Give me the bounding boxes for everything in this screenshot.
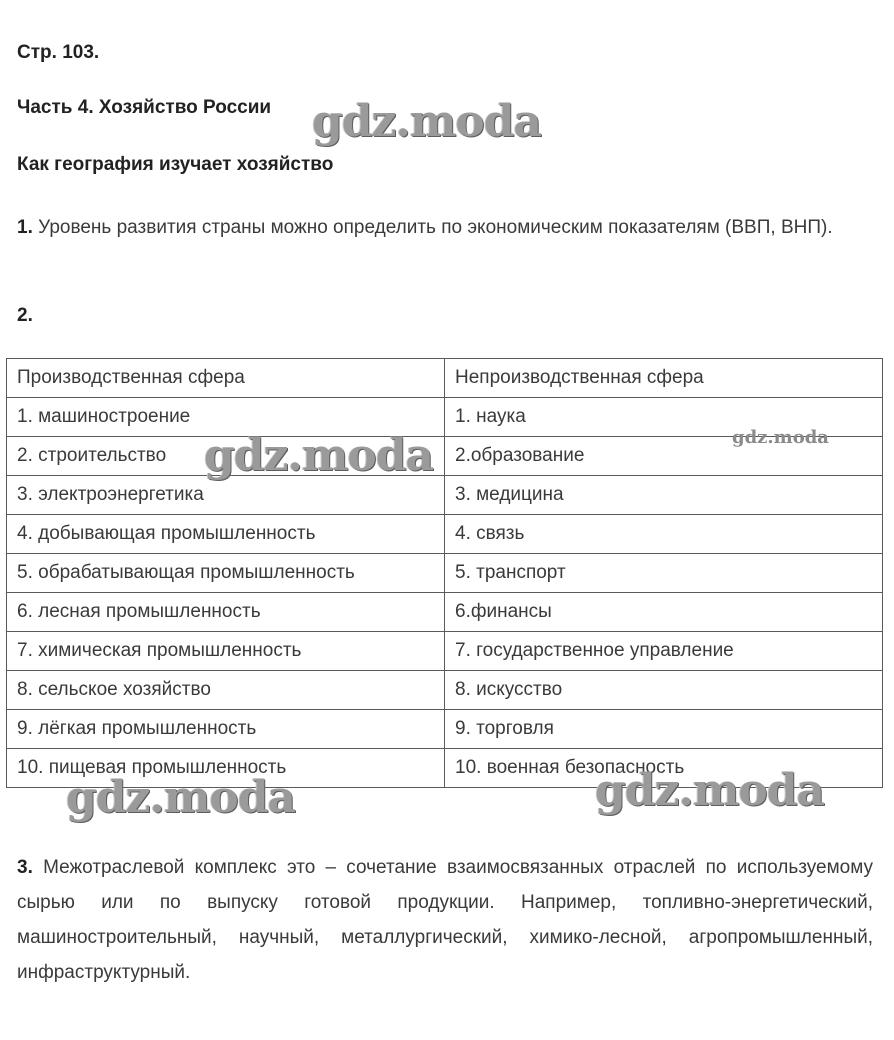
table-cell: 9. торговля xyxy=(445,710,883,749)
watermark-logo: gdz.moda xyxy=(312,96,542,147)
table-cell: 10. пищевая промышленность xyxy=(7,749,445,788)
table-row xyxy=(7,515,883,554)
page-reference: Стр. 103. xyxy=(17,42,100,63)
table-header-row xyxy=(7,359,883,398)
sectors-table xyxy=(6,358,883,788)
part-title: Часть 4. Хозяйство России xyxy=(17,97,272,118)
watermark-logo: gdz.moda xyxy=(732,427,829,448)
table-row xyxy=(7,476,883,515)
table-cell: 5. транспорт xyxy=(445,554,883,593)
table-cell: 9. лёгкая промышленность xyxy=(7,710,445,749)
answer-2 xyxy=(17,305,873,327)
answer-3-number: 3. xyxy=(17,857,33,878)
table-cell: 7. государственное управление xyxy=(445,632,883,671)
header-productive-sphere: Производственная сфера xyxy=(7,359,445,398)
table-row xyxy=(7,593,883,632)
table-row xyxy=(7,632,883,671)
table-row xyxy=(7,554,883,593)
watermark-logo: gdz.moda xyxy=(595,765,825,816)
table-cell: 8. сельское хозяйство xyxy=(7,671,445,710)
table-cell: 7. химическая промышленность xyxy=(7,632,445,671)
table-cell: 3. медицина xyxy=(445,476,883,515)
answer-1 xyxy=(17,210,873,246)
table-row xyxy=(7,671,883,710)
table-row xyxy=(7,710,883,749)
table-cell: 2.образование xyxy=(445,437,883,476)
watermark-logo: gdz.moda xyxy=(204,430,434,481)
table-cell: 4. добывающая промышленность xyxy=(7,515,445,554)
answer-2-number: 2. xyxy=(17,305,33,326)
section-title: Как география изучает хозяйство xyxy=(17,154,334,175)
answer-1-number: 1. xyxy=(17,217,33,238)
answer-3-text: Межотраслевой комплекс это – сочетание взаимосвязанных отраслей по используемому сырью или по выпуску готовой продукции. Например, топливно-энергетический, машиностроительный, научный, металлургический, химико-лесной, агропромышленный, инфраструктурный. xyxy=(17,857,873,983)
table-cell: 3. электроэнергетика xyxy=(7,476,445,515)
watermark-logo: gdz.moda xyxy=(66,772,296,823)
table-cell: 1. машиностроение xyxy=(7,398,445,437)
table-row xyxy=(7,749,883,788)
table-cell: 5. обрабатывающая промышленность xyxy=(7,554,445,593)
table-cell: 6.финансы xyxy=(445,593,883,632)
table-cell: 2. строительство xyxy=(7,437,445,476)
header-nonproductive-sphere: Непроизводственная сфера xyxy=(445,359,883,398)
table-cell: 10. военная безопасность xyxy=(445,749,883,788)
answer-3 xyxy=(17,850,873,990)
table-cell: 4. связь xyxy=(445,515,883,554)
answer-1-text: Уровень развития страны можно определить по экономическим показателям (ВВП, ВНП). xyxy=(32,217,833,238)
table-cell: 1. наука xyxy=(445,398,883,437)
table-cell: 6. лесная промышленность xyxy=(7,593,445,632)
table-row xyxy=(7,398,883,437)
table-row xyxy=(7,437,883,476)
table-cell: 8. искусство xyxy=(445,671,883,710)
